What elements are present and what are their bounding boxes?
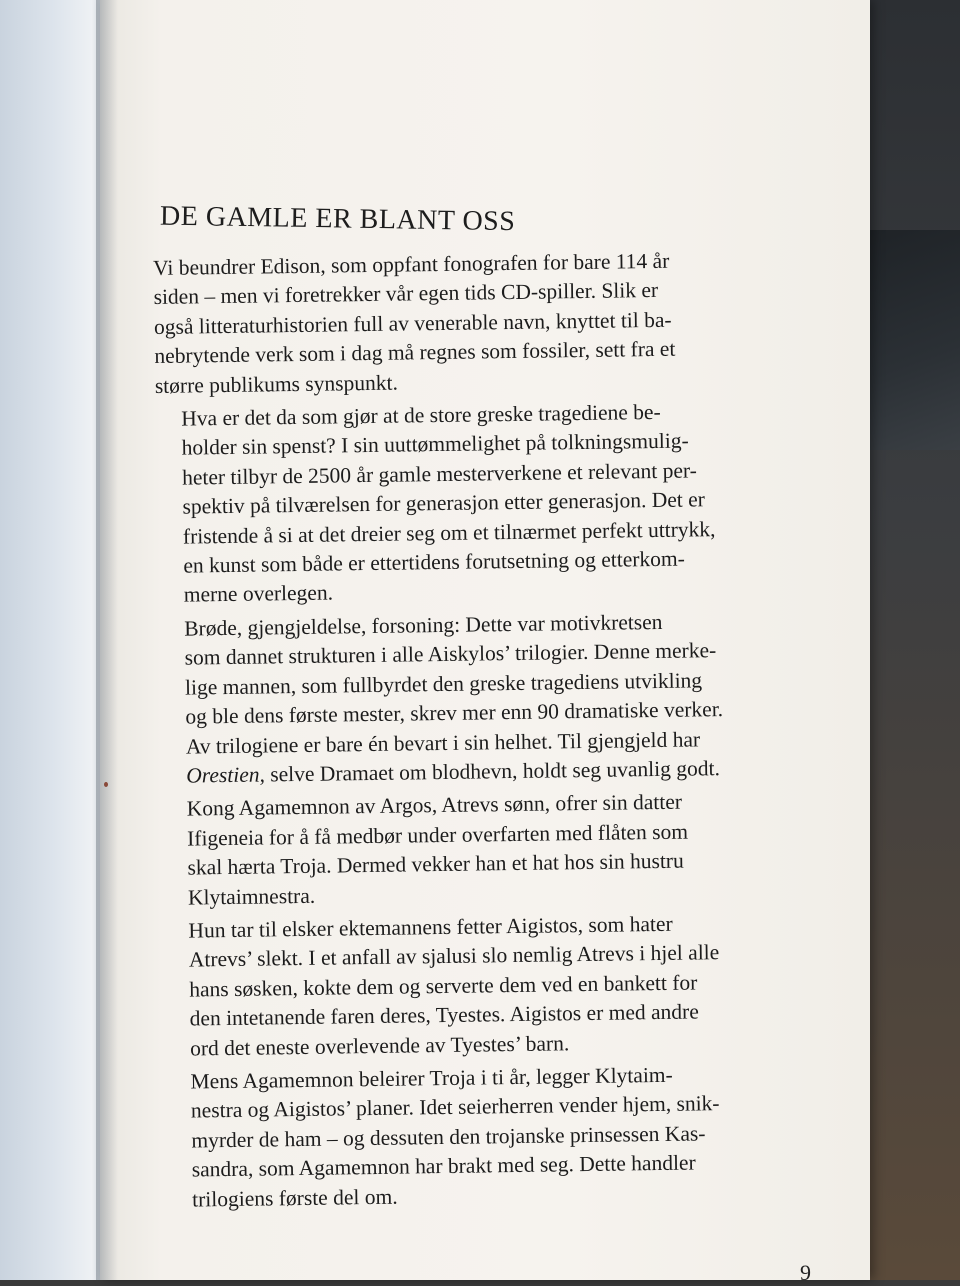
text-line: Hun tar til elsker ektemannens fetter Aigistos, som hater [188, 911, 673, 943]
text-line: en kunst som både er ettertidens forutsetning og etterkom- [183, 546, 686, 578]
text-line: større publikums synspunkt. [154, 370, 399, 398]
text-line: nestra og Aigistos’ planer. Idet seierherren vender hjem, snik- [190, 1091, 720, 1123]
text-line: nebrytende verk som i dag må regnes som fossiler, sett fra et [154, 336, 676, 369]
text-line: Kong Agamemnon av Argos, Atrevs sønn, ofrer sin datter [186, 789, 683, 821]
text-line: lige mannen, som fullbyrdet den greske tragediens utvikling [184, 668, 703, 700]
text-line: også litteraturhistorien full av venerable navn, knyttet til ba- [153, 307, 672, 339]
text-line: Atrevs’ slekt. I et anfall av sjalusi slo nemlig Atrevs i hjel alle [188, 940, 720, 972]
paragraph-5 [162, 908, 804, 1064]
text-line: sandra, som Agamemnon har brakt med seg. Dette handler [191, 1150, 696, 1182]
text-line: hans søsken, kokte dem og serverte dem ved en bankett for [189, 970, 698, 1002]
text-line: siden – men vi foretrekker vår egen tids CD-spiller. Slik er [153, 278, 659, 310]
text-line: ord det eneste overlevende av Tyestes’ barn. [189, 1030, 570, 1061]
paragraph-1 [153, 245, 795, 401]
text-line: og ble dens første mester, skrev mer enn 90 dramatiske verker. [185, 697, 724, 729]
text-line: heter tilbyr de 2500 år gamle mesterverkene et relevant per- [181, 458, 697, 490]
text-line: Ifigeneia for å få medbør under overfarten med flåten som [186, 819, 689, 851]
facing-page [0, 0, 108, 1280]
text-line: Brøde, gjengjeldelse, forsoning: Dette var motivkretsen [184, 609, 663, 641]
chapter-heading: DE GAMLE ER BLANT OSS [159, 200, 516, 238]
text-line: som dannet strukturen i alle Aiskylos’ trilogier. Denne merke- [184, 638, 717, 670]
ink-mark [104, 782, 108, 787]
text-line: trilogiens første del om. [192, 1184, 398, 1212]
paragraph-4 [161, 786, 803, 913]
text-line: fristende å si at det dreier seg om et tilnærmet perfekt uttrykk, [182, 516, 716, 549]
text-line: merne overlegen. [183, 580, 334, 608]
text-line: Av trilogiene er bare én bevart i sin helhet. Til gjengjeld har [185, 726, 701, 759]
italic-title: Orestien, [186, 762, 266, 788]
text-line: Mens Agamemnon beleirer Troja i ti år, legger Klytaim- [190, 1062, 673, 1094]
spine-shadow [96, 0, 118, 1280]
chapter-body [153, 245, 807, 1244]
text-line-rest: selve Dramaet om blodhevn, holdt seg uvanlig godt. [264, 756, 721, 787]
paragraph-6 [164, 1059, 806, 1215]
text-line: holder sin spenst? I sin uuttømmelighet på tolkningsmulig- [181, 428, 689, 461]
text-line: Klytaimnestra. [187, 883, 316, 910]
text-line: myrder de ham – og dessuten den trojanske prinsessen Kas- [191, 1121, 706, 1153]
text-line: spektiv på tilværelsen for generasjon etter generasjon. Det er [182, 487, 706, 519]
text-line: skal hærta Troja. Dermed vekker han et hat hos sin hustru [187, 848, 684, 880]
text-line: Vi beundrer Edison, som oppfant fonografen for bare 114 år [153, 248, 670, 280]
paragraph-3 [158, 606, 800, 791]
paragraph-2 [155, 396, 798, 611]
page-number: 9 [800, 1260, 811, 1285]
text-line: den intetanende faren deres, Tyestes. Aigistos er med andre [189, 999, 699, 1031]
text-line: Hva er det da som gjør at de store greske tragediene be- [181, 399, 661, 431]
